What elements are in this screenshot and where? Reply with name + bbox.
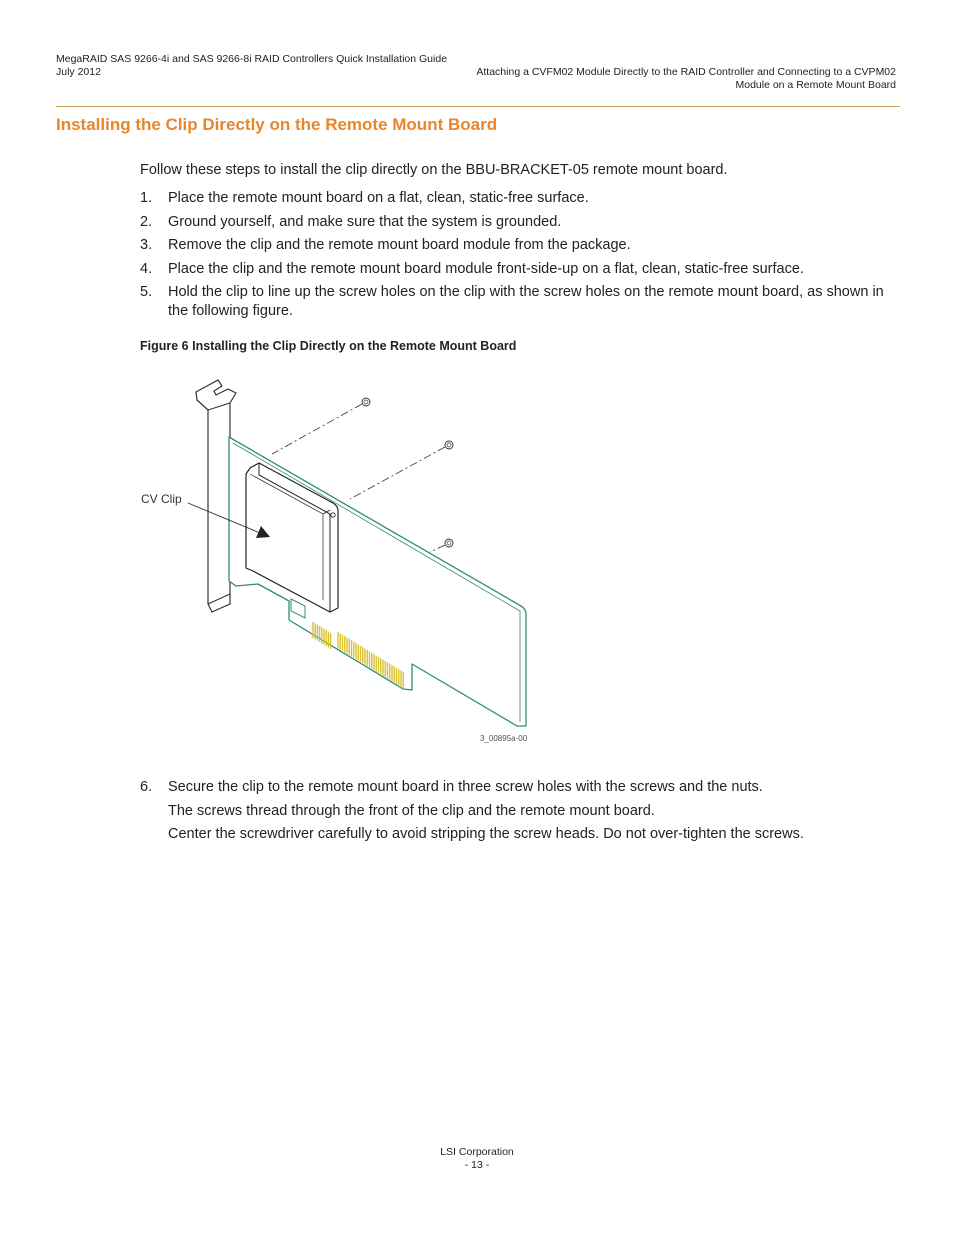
- header-right: [476, 66, 896, 91]
- step-item: [140, 213, 900, 232]
- alignment-line: [272, 404, 362, 454]
- step-text: Hold the clip to line up the screw holes on the clip with the screw holes on the remote mount board, as shown in the following figure.: [168, 284, 884, 319]
- step-item: [140, 189, 900, 208]
- step-number: 3.: [140, 237, 153, 253]
- step-item: [140, 236, 900, 255]
- step-item: [140, 778, 900, 797]
- step-text: Place the clip and the remote mount board module front-side-up on a flat, clean, static-free surface.: [168, 260, 804, 277]
- page-footer: [0, 1146, 954, 1171]
- header-date: July 2012: [56, 65, 101, 78]
- figure-id: 3_00895a-00: [480, 734, 528, 743]
- alignment-line: [350, 447, 445, 499]
- step-text: Remove the clip and the remote mount board module from the package.: [168, 237, 631, 253]
- step-item: [140, 260, 900, 279]
- screw-icon: [362, 398, 370, 406]
- step-number: 2.: [140, 213, 153, 230]
- steps-list: [140, 189, 900, 326]
- clip-installation-figure: [130, 368, 550, 748]
- step-number: 5.: [140, 284, 153, 300]
- alignment-line: [430, 545, 445, 552]
- step-text: Secure the clip to the remote mount board in three screw holes with the screws and the nuts.: [168, 779, 763, 795]
- header-left: [56, 53, 447, 78]
- step-note: The screws thread through the front of the clip and the remote mount board.: [168, 802, 655, 819]
- step-6: [140, 778, 900, 849]
- header-doc-title: MegaRAID SAS 9266-4i and SAS 9266-8i RAID Controllers Quick Installation Guide: [56, 53, 448, 65]
- footer-company: LSI Corporation: [440, 1146, 514, 1158]
- header-chapter-line1: Attaching a CVFM02 Module Directly to the RAID Controller and Connecting to a CVPM02: [476, 66, 896, 78]
- step-item: [140, 283, 900, 321]
- section-title: Installing the Clip Directly on the Remote Mount Board: [56, 115, 498, 134]
- footer-page-number: - 13 -: [464, 1158, 490, 1171]
- step-text: Place the remote mount board on a flat, clean, static-free surface.: [168, 190, 589, 206]
- step-number: 6.: [140, 779, 153, 795]
- header-chapter-line2: Module on a Remote Mount Board: [735, 78, 896, 91]
- intro-paragraph: Follow these steps to install the clip directly on the BBU-BRACKET-05 remote mount board.: [140, 162, 728, 178]
- step-text: Ground yourself, and make sure that the system is grounded.: [168, 213, 562, 230]
- step-number: 4.: [140, 260, 153, 277]
- step-note: Center the screwdriver carefully to avoid stripping the screw heads. Do not over-tighten the screws.: [168, 826, 804, 842]
- figure-caption: Figure 6 Installing the Clip Directly on the Remote Mount Board: [140, 339, 517, 353]
- header-divider: [56, 106, 900, 107]
- screw-icon: [445, 539, 453, 547]
- screw-icon: [445, 441, 453, 449]
- step-number: 1.: [140, 190, 153, 206]
- callout-label: CV Clip: [141, 492, 182, 506]
